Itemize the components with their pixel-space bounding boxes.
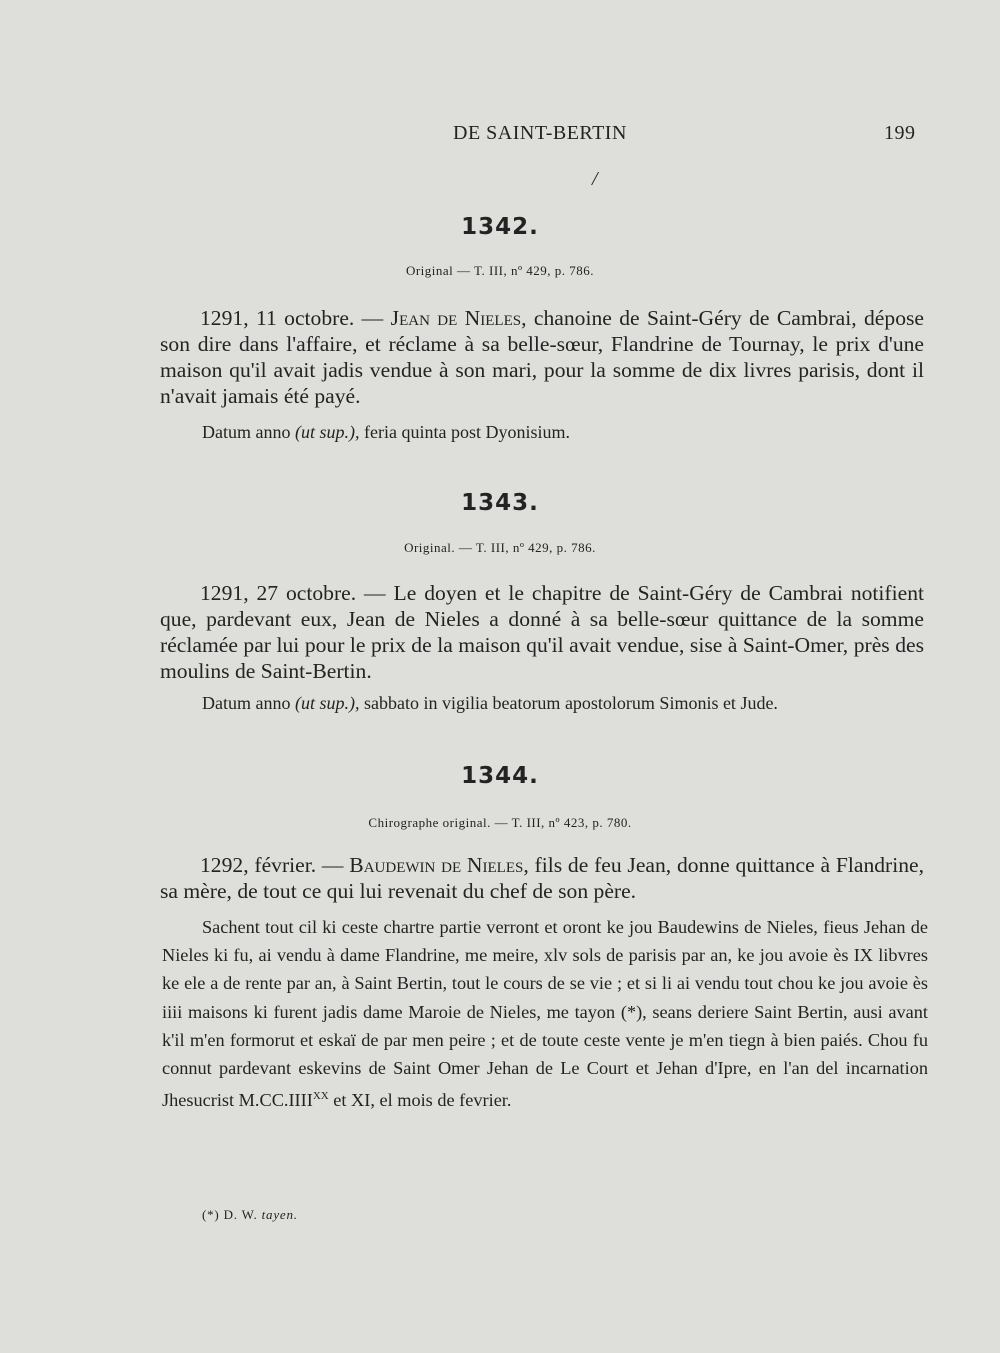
entry-number-1342: 1342. — [461, 214, 539, 240]
charter-body: Sachent tout cil ki ceste chartre partie verront et oront ke jou Baudewins de Nieles, fieus Jehan de Nieles ki fu, ai vendu à dame Flandrine, me meire, xlv sols de parisis par an, ke jou avoie ès IX libvres ke ele a de rente par an, à Saint Bertin, tout le cours de se vie ; et si li ai vendu tout chou ke jou avoie ès iiii maisons ki furent jadis dame Maroie de Nieles, me tayon (*), seans deriere Saint Bertin, ausi avant k'il m'en formorut et eskaï de par men peire ; et de toute ceste vente je m'en tiegn à bien paiés. Chou fu connut pardevant eskevins de Saint Omer Jehan de Le Court et Jehan d'Ipre, en l'an del incarnation Jhesucrist M.CC.IIII — [162, 917, 928, 1111]
datum-italic: (ut sup.), — [294, 693, 360, 713]
footnote — [202, 1207, 298, 1223]
summary-date: 1292, février. — — [200, 853, 350, 877]
person-name: Jean de Nieles — [390, 306, 522, 330]
summary-text: , chanoine de Saint-Géry de Cambrai, dépose son dire dans l'affaire, et réclame à sa belle-sœur, Flandrine de Tournay, le prix d'une maison qu'il avait jadis vendue à son mari, pour la somme de dix livres parisis, dont il n'avait jamais été payé. — [160, 306, 924, 408]
charter-superscript: XX — [312, 1090, 329, 1103]
person-name: Baudewin de Nieles — [349, 853, 524, 877]
source-note-1344: Chirographe original. — T. III, nº 423, p. 780. — [368, 815, 632, 830]
summary-1342 — [160, 305, 924, 409]
source-note-1342: Original — T. III, nº 429, p. 786. — [405, 263, 595, 278]
margin-mark: / — [592, 168, 598, 190]
charter-text — [162, 913, 928, 1115]
summary-date: 1291, 11 octobre. — — [200, 306, 391, 330]
datum-end: sabbato in vigilia beatorum apostolorum Simonis et Jude. — [359, 693, 778, 713]
charter-end: et XI, el mois de fevrier. — [328, 1090, 512, 1111]
datum-italic: (ut sup.), — [294, 422, 360, 442]
footnote-text: tayen. — [261, 1207, 298, 1222]
datum-1343 — [202, 690, 926, 716]
source-note-1343: Original. — T. III, nº 429, p. 786. — [404, 540, 596, 555]
datum-end: feria quinta post Dyonisium. — [359, 422, 570, 442]
entry-number-1344: 1344. — [461, 763, 539, 789]
entry-number-1343: 1343. — [461, 490, 539, 516]
summary-1343: 1291, 27 octobre. — Le doyen et le chapitre de Saint-Géry de Cambrai notifient que, pardevant eux, Jean de Nieles a donné à sa belle-sœur quittance de la somme réclamée par lui pour le prix de la maison qu'il avait vendue, sise à Saint-Omer, près des moulins de Saint-Bertin. — [160, 581, 924, 683]
running-title: DE SAINT-BERTIN — [453, 122, 627, 144]
datum-start: Datum anno — [202, 422, 295, 442]
summary-text: , fils de feu Jean, donne quittance à Flandrine, sa mère, de tout ce qui lui revenait du chef de son père. — [160, 853, 925, 903]
datum-1342 — [202, 419, 926, 445]
page-number: 199 — [884, 122, 916, 144]
footnote-marker: (*) D. W. — [202, 1207, 262, 1222]
datum-start: Datum anno — [202, 693, 295, 713]
summary-1344 — [160, 852, 924, 904]
